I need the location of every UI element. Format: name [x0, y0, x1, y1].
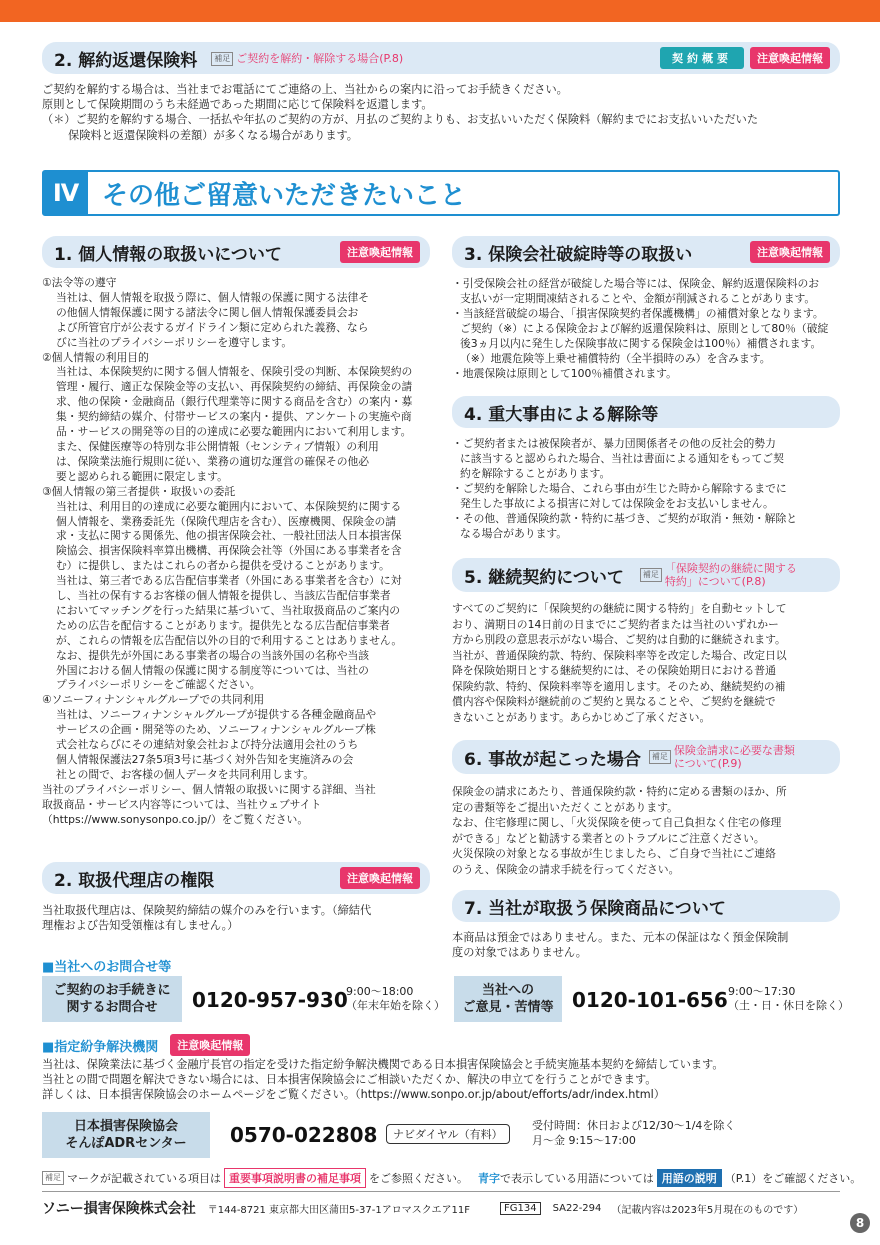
hosoku-icon: 補足 — [640, 568, 662, 582]
text-line: ・その他、普通保険約款・特約に基づき、ご契約が取消・無効・解除と — [452, 512, 798, 525]
text-line: 保険料と返還保険料の差額）が多くなる場合があります。 — [68, 128, 358, 142]
text-line: 方から別段の意思表示がない場合、ご契約は自動的に継続されます。 — [452, 633, 786, 646]
text-line: 原則として保険期間のうち未経過であった期間に応じて保険料を返還します。 — [42, 98, 433, 112]
section-2-body — [42, 82, 842, 143]
box-line: 関するお問合せ — [66, 1000, 158, 1015]
contact-heading: ■当社へのお問合せ等 — [42, 960, 172, 975]
text-line: 当社が、普通保険約款、特約、保険料率等を改定した場合、改定日以 — [452, 648, 787, 662]
text-line: なお、住宅修理に関し、「火災保険を使って自己負担なく住宅の修理 — [452, 816, 782, 829]
text-line: また、保健医療等の特別な非公開情報（センシティブ情報）の利用 — [56, 439, 379, 453]
text-line: すべてのご契約に「保険契約の継続に関する特約」を自動セットして — [452, 602, 787, 615]
section-4-title: 4. 重大事由による解除等 — [464, 404, 659, 425]
text-line: のうえ、保険金の請求手続を行ってください。 — [452, 862, 680, 876]
section-2-ref[interactable] — [211, 50, 403, 66]
text-line: 管理・履行、適正な保険金等の支払い、再保険契約の締結、再保険金の請 — [56, 380, 413, 394]
legend-text: マークが記載されている項目は — [67, 1172, 221, 1185]
section-6-ref[interactable] — [649, 744, 795, 770]
date-note: （記載内容は2023年5月現在のものです） — [611, 1204, 804, 1216]
section-3-body — [452, 276, 842, 381]
text-line: ができる」などと勧誘する業者とのトラブルにご注意ください。 — [452, 831, 765, 845]
footer — [42, 1198, 803, 1218]
text-line: （※）地震危険等上乗せ補償特約（全半損時のみ）を含みます。 — [460, 352, 771, 365]
text-line: 後3ヵ月以内に発生した保険事故に関する保険金は100％）補償されます。 — [460, 337, 822, 350]
section-5-body — [452, 601, 842, 725]
contact-box-1 — [42, 976, 182, 1022]
caution-tag: 注意喚起情報 — [340, 241, 420, 263]
text-line: 定の書類等をご提出いただくことがあります。 — [452, 800, 678, 814]
agent-section-header — [42, 862, 430, 894]
agent-section-body — [42, 903, 434, 933]
hours-line: 9:00～17:30 — [728, 985, 796, 998]
phone-2[interactable]: 0120-101-656 — [572, 988, 728, 1012]
section-6-header — [452, 740, 840, 774]
text-line: ・地震保険は原則として100％補償されます。 — [452, 367, 677, 380]
text-line: 社との間で、お客様の個人データを共同利用します。 — [56, 767, 315, 781]
company-name: ソニー損害保険株式会社 — [42, 1201, 196, 1217]
text-line: ②個人情報の利用目的 — [42, 350, 149, 364]
box-line: ご契約のお手続きに — [53, 983, 171, 998]
caution-tag: 注意喚起情報 — [750, 47, 830, 69]
text-line: む）に提供し、またはこれらの者から提供を受けることがあります。 — [56, 559, 390, 573]
text-line: ・引受保険会社の経営が破綻した場合等には、保険金、解約返還保険料のお — [452, 277, 820, 290]
text-line: びに当社のプライバシーポリシーを遵守します。 — [56, 335, 293, 349]
section-3-title: 3. 保険会社破綻時等の取扱い — [464, 244, 693, 265]
text-line: 当社は、個人情報を取扱う際に、個人情報の保護に関する法律そ — [56, 290, 370, 304]
section-6-title: 6. 事故が起こった場合 — [464, 749, 641, 770]
text-line: 保険金の請求にあたり、普通保険約款・特約に定める書類のほか、所 — [452, 785, 787, 798]
text-line: ・ご契約を解除した場合、これら事由が生じた時から解除するまでに — [452, 482, 787, 495]
text-line: は、保険業法施行規則に従い、業務の適切な運営の確保その他必 — [56, 454, 370, 468]
box-line: 日本損害保険協会 — [73, 1119, 178, 1134]
section-4-body — [452, 436, 842, 541]
text-line: 集・契約締結の媒介、付帯サービスの案内・提供、アンケートの実施や商 — [56, 410, 412, 424]
text-line: ご契約を解約する場合は、当社までお電話にてご連絡の上、当社からの案内に沿ってお手続きください。 — [42, 83, 568, 96]
hosoku-icon: 補足 — [42, 1171, 64, 1185]
text-line: が、これらの情報を広告配信以外の目的で利用することはありません。 — [56, 633, 403, 647]
section-3-header — [452, 236, 840, 268]
text-line: ための広告を配信することがあります。提供先となる広告配信事業者 — [56, 618, 390, 632]
text-line: 約を解除することがあります。 — [460, 467, 611, 480]
adr-body — [42, 1057, 842, 1103]
section-4-header — [452, 396, 840, 428]
text-line: 当社のプライバシーポリシー、個人情報の取扱いに関する詳細、当社 — [42, 782, 376, 796]
phone-1[interactable]: 0120-957-930 — [192, 988, 348, 1012]
text-line: 度の対象ではありません。 — [452, 946, 587, 960]
text-line: （＊）ご契約を解約する場合、一括払や年払のご契約の方が、月払のご契約よりも、お支払いいただく保険料（解約までにお支払いいただいた — [42, 113, 759, 127]
section-7-header — [452, 890, 840, 922]
text-line: においてマッチングを行った結果に基づいて、当社取扱商品のご案内の — [56, 603, 401, 617]
section-2-ref-text: ご契約を解約・解除する場合(P.8) — [236, 52, 404, 65]
text-line: 個人情報を、業務委託先（保険代理店を含む）、医療機関、保険金の請 — [56, 514, 397, 528]
hours-line: 受付時間：休日および12/30～1/4を除く — [532, 1119, 736, 1132]
text-line: 本商品は預金ではありません。また、元本の保証はなく預金保険制 — [452, 931, 789, 944]
text-line: おり、満期日の14日前の日までにご契約者または当社のいずれかー — [452, 617, 779, 631]
navi-dial-badge: ナビダイヤル（有料） — [386, 1124, 510, 1144]
agent-section-title: 2. 取扱代理店の権限 — [54, 870, 215, 891]
box-line: そんぽADRセンター — [65, 1136, 187, 1151]
text-line: 当社は、利用目的の達成に必要な範囲内において、本保険契約に関する — [56, 499, 402, 513]
section-7-body — [452, 930, 842, 960]
legend-text: （P.1）をご確認ください。 — [724, 1172, 862, 1185]
text-line: 当社は、本保険契約に関する個人情報を、保険引受の判断、本保険契約の — [56, 365, 413, 379]
text-line: なお、提供先が外国にある事業者の場合の当該外国の名称や当該 — [56, 648, 370, 662]
section-5-ref[interactable] — [640, 562, 797, 588]
text-line: きないことがあります。あらかじめご了承ください。 — [452, 710, 711, 724]
legend-blue-text: 青字 — [478, 1172, 500, 1185]
box-line: ご意見・苦情等 — [462, 1000, 554, 1015]
text-line: 求、他の保険・金融商品（銀行代理業等に関する商品を含む）の案内・募 — [56, 395, 413, 409]
top-accent-bar — [0, 0, 880, 22]
text-line: ご契約（※）による保険金および解約返還保険料は、原則として80％（破綻 — [460, 322, 829, 335]
text-line: サービスの企画・開発等のため、ソニーフィナンシャルグループ株 — [56, 723, 376, 737]
hours-line: （土・日・休日を除く） — [728, 999, 849, 1012]
text-line: 険協会、損害保険料率算出機構、再保険会社等（外国にある事業者を含 — [56, 544, 402, 558]
chapter-heading — [42, 170, 840, 216]
glossary-badge: 用語の説明 — [657, 1169, 722, 1187]
text-line: 求・支払に関する関係先、他の損害保険会社、一般社団法人日本損害保 — [56, 529, 402, 543]
supplement-badge: 重要事項説明書の補足事項 — [224, 1168, 366, 1188]
text-line: 式会社ならびにその連結対象会社および持分法適用会社のうち — [56, 738, 359, 752]
text-line: 品・サービスの開発等の目的の達成に必要な範囲内において利用します。 — [56, 425, 412, 439]
legend-text: をご参照ください。 — [369, 1172, 468, 1185]
text-line: 要と認められる範囲に限定します。 — [56, 469, 228, 483]
section-1-header — [42, 236, 430, 268]
section-2-title: 2. 解約返還保険料 — [54, 50, 198, 71]
text-line: 降を保険始期日とする継続契約には、その保険始期日における普通 — [452, 664, 776, 677]
text-line: ④ソニーフィナンシャルグループでの共同利用 — [42, 693, 265, 707]
text-line: よび所管官庁が公表するガイドライン類に定められた義務、なら — [56, 320, 369, 334]
chapter-title: その他ご留意いただきたいこと — [102, 180, 467, 211]
text-line: 発生した事故による損害に対しては保険金をお支払いしません。 — [460, 497, 774, 510]
doc-code: SA22-294 — [552, 1202, 602, 1214]
adr-heading: ■指定紛争解決機関 — [42, 1039, 159, 1055]
text-line: に該当すると認められた場合、当社は書面による通知をもってご契 — [460, 452, 784, 465]
form-code: FG134 — [500, 1202, 541, 1215]
text-line: 詳しくは、日本損害保険協会のホームページをご覧ください。（https://www.sonpo.or.jp/about/efforts/adr/index.html） — [42, 1088, 665, 1102]
text-line: 取扱商品・サービス内容等については、当社ウェブサイト — [42, 797, 322, 811]
adr-hours — [532, 1118, 735, 1148]
box-line: 当社への — [481, 983, 534, 998]
text-line: し、当社の保有するお客様の個人情報を提供し、当該広告配信事業者 — [56, 589, 391, 603]
section-5-title: 5. 継続契約について — [464, 567, 624, 588]
text-line: 当社は、ソニーフィナンシャルグループが提供する各種金融商品や — [56, 708, 377, 722]
text-line: ・当該経営破綻の場合、「損害保険契約者保護機構」の補償対象となります。 — [452, 307, 824, 320]
text-line: 火災保険の対象となる事故が生じましたら、ご自身で当社にご連絡 — [452, 847, 776, 860]
text-line: 個人情報保護法27条5項3号に基づく対外告知を実施済みの会 — [56, 753, 354, 766]
company-address: 〒144-8721 東京都大田区蒲田5-37-1アロマスクエア11F — [207, 1204, 470, 1216]
caution-tag: 注意喚起情報 — [170, 1034, 250, 1056]
text-line: なる場合があります。 — [460, 527, 568, 540]
section-2-header — [42, 42, 840, 74]
legend-row — [42, 1168, 862, 1188]
adr-phone[interactable]: 0570-022808 — [230, 1123, 378, 1147]
text-line: 当社取扱代理店は、保険契約締結の媒介のみを行います。（締結代 — [42, 904, 372, 917]
adr-box — [42, 1112, 210, 1158]
text-line: 支払いが一定期間凍結されることや、金額が削減されることがあります。 — [460, 292, 816, 305]
section-6-body — [452, 784, 842, 877]
chapter-number: Ⅳ — [44, 172, 88, 214]
ref-line: について(P.9) — [673, 757, 742, 770]
text-line: 外国における個人情報の保護に関する制度等については、当社の — [56, 663, 369, 677]
text-line: 当社は、第三者である広告配信事業者（外国にある事業者を含む）に対 — [56, 574, 402, 588]
hours-line: 9:00～18:00 — [346, 985, 414, 998]
text-line: ・ご契約者または被保険者が、暴力団関係者その他の反社会的勢力 — [452, 437, 776, 450]
text-line: 当社は、保険業法に基づく金融庁長官の指定を受けた指定紛争解決機関である日本損害保険協会と手続実施基本契約を締結しています。 — [42, 1058, 724, 1071]
section-5-header — [452, 558, 840, 592]
text-line: 当社との間で問題を解決できない場合には、日本損害保険協会にご相談いただくか、解決の申立てを行うことができます。 — [42, 1073, 657, 1087]
footer-divider — [42, 1191, 840, 1192]
adr-heading-row — [42, 1034, 250, 1056]
text-line: 理権および告知受領権は有しません。） — [42, 919, 239, 933]
text-line: の他個人情報保護に関する諸法令に関し個人情報保護委員会お — [56, 305, 359, 319]
caution-tag: 注意喚起情報 — [340, 867, 420, 889]
text-line: （https://www.sonysonpo.co.jp/）をご覧ください。 — [42, 812, 309, 826]
hosoku-icon: 補足 — [649, 750, 671, 764]
ref-line: 「保険契約の継続に関する — [664, 562, 797, 575]
text-line: ①法令等の遵守 — [42, 276, 117, 289]
hours-2 — [728, 985, 849, 1013]
hours-1 — [346, 985, 445, 1013]
text-line: 保険約款、特約、保険料率等を適用します。そのため、継続契約の補 — [452, 679, 786, 693]
section-1-body — [42, 276, 434, 828]
hosoku-icon: 補足 — [211, 52, 233, 66]
ref-line: 特約」について(P.8) — [664, 575, 766, 588]
section-1-title: 1. 個人情報の取扱いについて — [54, 244, 282, 265]
hours-line: 月～金 9:15～17:00 — [532, 1134, 636, 1147]
page-number: 8 — [850, 1213, 870, 1233]
caution-tag: 注意喚起情報 — [750, 241, 830, 263]
text-line: プライバシーポリシーをご確認ください。 — [56, 678, 261, 692]
hours-line: （年末年始を除く） — [346, 999, 445, 1012]
contract-summary-tag: 契約概要 — [660, 47, 744, 69]
contact-box-2 — [454, 976, 562, 1022]
text-line: ③個人情報の第三者提供・取扱いの委託 — [42, 484, 236, 498]
ref-line: 保険金請求に必要な書類 — [673, 744, 795, 757]
text-line: 償内容や保険料が継続前のご契約と異なることや、ご契約を継続で — [452, 695, 776, 708]
legend-text: で表示している用語については — [500, 1172, 654, 1185]
section-7-title: 7. 当社が取扱う保険商品について — [464, 898, 726, 919]
